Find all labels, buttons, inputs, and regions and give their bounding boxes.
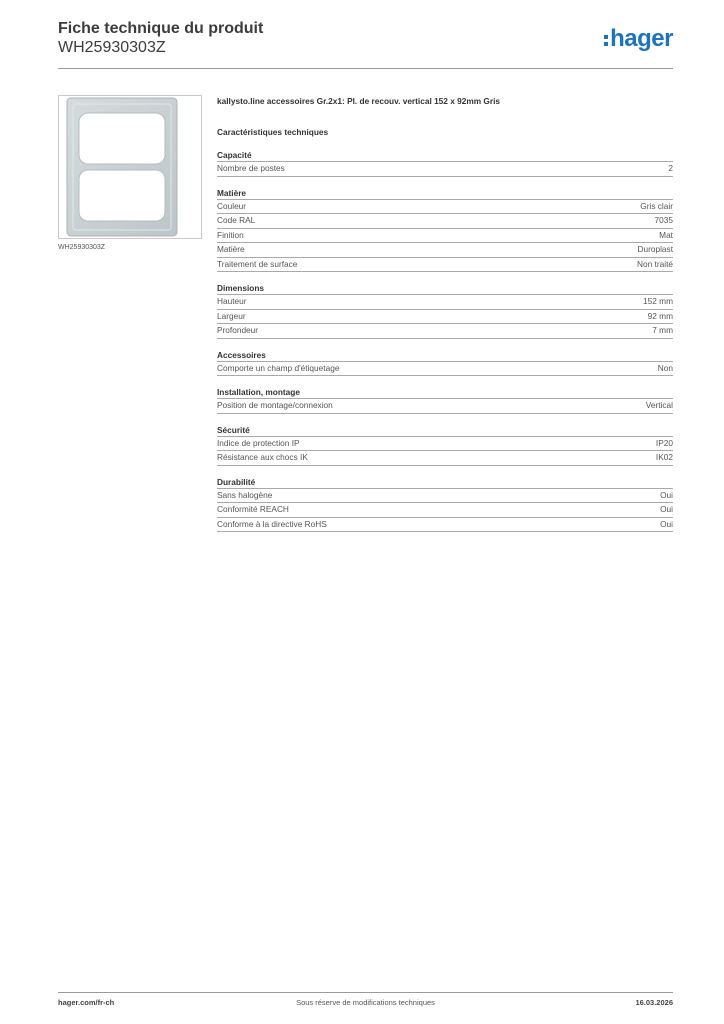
spec-label: Profondeur	[217, 325, 259, 335]
spec-label: Traitement de surface	[217, 258, 298, 269]
spec-row	[217, 398, 673, 414]
spec-label: Résistance aux chocs IK	[217, 452, 308, 462]
spec-value: 7 mm	[652, 325, 673, 335]
product-code: WH25930303Z	[58, 39, 166, 56]
spec-row	[217, 323, 673, 339]
spec-row	[217, 294, 673, 309]
spec-label: Couleur	[217, 200, 247, 211]
section-title: Matière	[217, 187, 247, 198]
spec-content	[217, 96, 673, 532]
spec-row	[217, 517, 673, 533]
section-rows	[217, 294, 673, 339]
spec-row	[217, 228, 673, 243]
section-rows	[217, 199, 673, 273]
spec-label: Sans halogène	[217, 489, 273, 500]
spec-label: Conforme à la directive RoHS	[217, 518, 327, 529]
spec-value: 92 mm	[647, 310, 673, 321]
page-title: Fiche technique du produit	[58, 20, 264, 37]
spec-value: Oui	[660, 489, 673, 500]
spec-row	[217, 450, 673, 466]
spec-value: Oui	[660, 518, 673, 529]
spec-value: IP20	[655, 437, 673, 448]
spec-row	[217, 436, 673, 451]
spec-label: Matière	[217, 244, 245, 254]
section-rows	[217, 161, 673, 177]
spec-row	[217, 502, 673, 517]
section-title: Accessoires	[217, 349, 266, 360]
header-divider	[58, 68, 673, 69]
spec-row	[217, 161, 673, 177]
spec-section	[217, 283, 673, 339]
footer-website[interactable]: hager.com/fr-ch	[58, 998, 115, 1007]
spec-label: Indice de protection IP	[217, 437, 300, 448]
spec-value: 2	[668, 163, 673, 173]
spec-row	[217, 199, 673, 214]
spec-label: Finition	[217, 229, 244, 240]
page-header	[58, 20, 673, 70]
logo-dots-icon	[604, 35, 608, 46]
spec-row	[217, 213, 673, 228]
spec-value: Oui	[660, 504, 673, 514]
section-title: Dimensions	[217, 283, 265, 293]
spec-value: Vertical	[645, 400, 673, 410]
spec-row	[217, 242, 673, 257]
footer-date: 16.03.2026	[635, 998, 673, 1007]
logo-text: hager	[610, 25, 673, 52]
section-title: Installation, montage	[217, 387, 300, 397]
spec-value: 7035	[654, 215, 673, 225]
section-title: Sécurité	[217, 424, 250, 435]
footer-divider	[58, 992, 673, 993]
tech-heading: Caractéristiques techniques	[217, 127, 329, 137]
spec-value: Gris clair	[640, 200, 673, 211]
section-rows	[217, 488, 673, 533]
spec-label: Nombre de postes	[217, 163, 285, 173]
spec-section	[217, 150, 673, 177]
section-rows	[217, 398, 673, 414]
spec-label: Largeur	[217, 310, 246, 321]
section-rows	[217, 361, 673, 377]
spec-section	[217, 188, 673, 273]
product-image	[58, 95, 202, 239]
image-caption: WH25930303Z	[58, 244, 106, 251]
cover-plate-icon	[59, 96, 201, 238]
section-rows	[217, 436, 673, 466]
spec-value: IK02	[655, 452, 673, 462]
spec-row	[217, 361, 673, 377]
spec-row	[217, 488, 673, 503]
product-description: kallysto.line accessoires Gr.2x1: Pl. de recouv. vertical 152 x 92mm Gris	[217, 96, 501, 106]
spec-value: Non	[657, 362, 673, 373]
spec-sections	[217, 150, 673, 532]
spec-section	[217, 387, 673, 414]
spec-section	[217, 425, 673, 466]
spec-value: 152 mm	[643, 296, 673, 306]
spec-label: Code RAL	[217, 215, 256, 225]
spec-label: Comporte un champ d'étiquetage	[217, 362, 340, 373]
spec-section	[217, 477, 673, 533]
spec-label: Hauteur	[217, 296, 247, 306]
spec-value: Non traité	[637, 258, 673, 269]
spec-value: Mat	[659, 229, 673, 240]
footer-notice: Sous réserve de modifications techniques	[296, 998, 435, 1007]
spec-row	[217, 257, 673, 273]
spec-row	[217, 309, 673, 324]
spec-value: Duroplast	[637, 244, 673, 254]
section-title: Durabilité	[217, 476, 256, 487]
spec-label: Conformité REACH	[217, 504, 289, 514]
section-title: Capacité	[217, 150, 252, 160]
spec-section	[217, 350, 673, 377]
hager-logo[interactable]	[604, 27, 673, 51]
spec-label: Position de montage/connexion	[217, 400, 333, 410]
